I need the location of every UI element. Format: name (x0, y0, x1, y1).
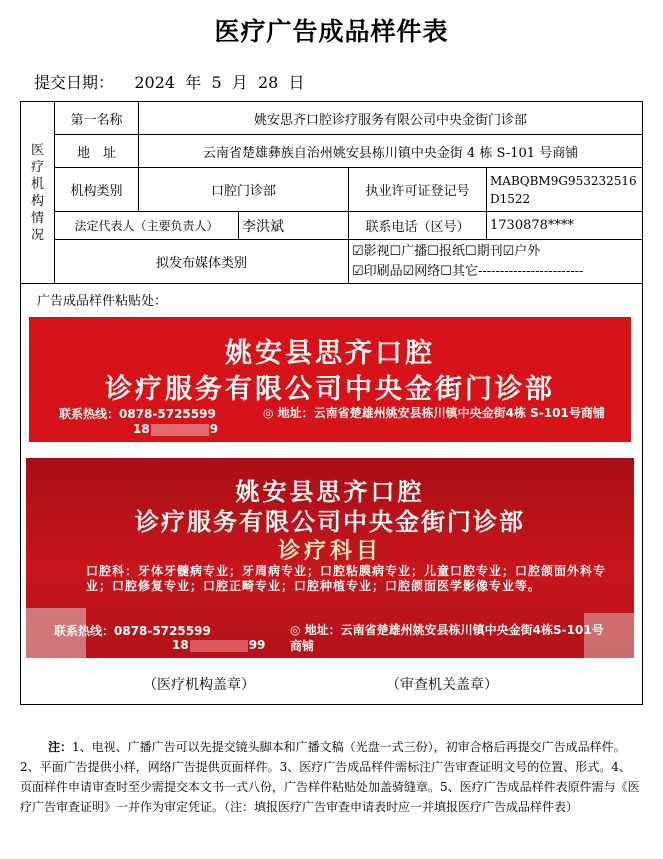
ad2-address: ◎ 地址：云南省楚雄州姚安县栋川镇中央金街4栋S-101号商铺 (290, 623, 604, 653)
date-year-unit: 年 (185, 73, 202, 92)
address-value: 云南省楚雄彝族自治州姚安县栋川镇中央金街 4 栋 S-101 号商铺 (139, 135, 643, 168)
rep-label: 法定代表人（主要负责人） (55, 212, 239, 240)
ad1-address: ◎ 地址：云南省楚雄州姚安县栋川镇中央金街4栋 S-101号商铺 (263, 406, 605, 420)
ad1-title-line1: 姚安县思齐口腔 (225, 338, 435, 369)
ad2-hotline2-suffix: 99 (248, 638, 266, 652)
license-label: 执业许可证登记号 (349, 168, 487, 212)
phone-value: 1730878**** (487, 212, 643, 240)
footnote (20, 737, 642, 817)
media-line1[interactable]: ☑影视☐广播☐报纸☐期刊☑户外 (352, 243, 541, 259)
redaction-block (151, 424, 209, 436)
media-line2[interactable]: ☑印刷品☑网络☐其它------------------------ (352, 263, 584, 279)
ad-banner-1 (29, 317, 631, 442)
ad2-specialties: 口腔科：牙体牙髓病专业；牙周病专业；口腔粘膜病专业；儿童口腔专业；口腔颌面外科专业；口腔修复专业；口腔正畸专业；口腔种植专业；口腔颌面医学影像专业等。 (86, 564, 607, 593)
phone-label: 联系电话（区号） (349, 212, 487, 240)
form-table (20, 101, 643, 705)
seal-review: （审查机关盖章） (386, 677, 498, 693)
media-options (349, 240, 643, 284)
rep-value: 李洪斌 (239, 212, 349, 240)
date-month-unit: 月 (231, 73, 248, 92)
ad2-title-line1: 姚安县思齐口腔 (235, 478, 425, 506)
side-char: 机 (30, 176, 44, 192)
type-label: 机构类别 (55, 168, 139, 212)
side-char: 构 (30, 193, 44, 209)
submit-date (34, 70, 305, 93)
ad1-hotline2-prefix: 18 (133, 422, 150, 436)
page-title: 医疗广告成品样件表 (214, 17, 449, 46)
ad-banner-2 (26, 458, 634, 658)
media-label: 拟发布媒体类别 (55, 240, 349, 284)
license-text: MABQBM9G953232516D1522 (490, 173, 637, 206)
ad2-hotline2 (172, 638, 265, 652)
ad1-hotline2-suffix: 9 (209, 422, 219, 436)
side-char: 况 (30, 227, 44, 243)
ad1-title-line2: 诊疗服务有限公司中央金街门诊部 (105, 374, 555, 405)
ad2-subtitle: 诊疗科目 (277, 539, 382, 564)
type-value: 口腔门诊部 (139, 168, 349, 212)
side-char: 医 (30, 142, 44, 158)
date-day: 28 (257, 73, 279, 92)
address-label: 地 址 (55, 135, 139, 168)
name-label: 第一名称 (55, 102, 139, 135)
name-value: 姚安思齐口腔诊疗服务有限公司中央金街门诊部 (139, 102, 643, 135)
side-label (21, 102, 55, 284)
seal-org: （医疗机构盖章） (143, 677, 255, 693)
date-year: 2024 (134, 73, 176, 92)
paste-label: 广告成品样件粘贴处： (37, 294, 168, 309)
ad2-hotline: 联系热线：0878-5725599 (54, 624, 211, 638)
ad2-hotline2-prefix: 18 (172, 638, 189, 652)
redaction-block (190, 640, 248, 652)
note-text: 1、电视、广播广告可以先提交镜头脚本和广播文稿（光盘一式三份），初审合格后再提交广告成品样件。2、平面广告提供小样，网络广告提供页面样件。3、医疗广告成品样件需标注广告审查证明文号的位置、形式。4、页面样件申请审查时至少需提交本文书一式八份，广告样件粘贴处加盖骑缝章。5、医疗广告成品样件表原件需与《医疗广告审查证明》一并作为审定凭证。（注：填报医疗广告审查申请表时应一并填报医疗广告成品样件表） (20, 740, 640, 814)
date-day-unit: 日 (288, 73, 305, 92)
date-label: 提交日期： (34, 73, 115, 92)
note-label: 注： (48, 740, 73, 754)
side-char: 疗 (30, 159, 44, 175)
ad2-title-line2: 诊疗服务有限公司中央金街门诊部 (135, 508, 525, 536)
paste-area (21, 284, 643, 705)
date-month: 5 (211, 73, 222, 92)
side-char: 情 (30, 210, 44, 226)
ad1-hotline2 (133, 422, 218, 436)
ad1-hotline: 联系热线：0878-5725599 (59, 407, 216, 421)
license-value (487, 168, 643, 212)
